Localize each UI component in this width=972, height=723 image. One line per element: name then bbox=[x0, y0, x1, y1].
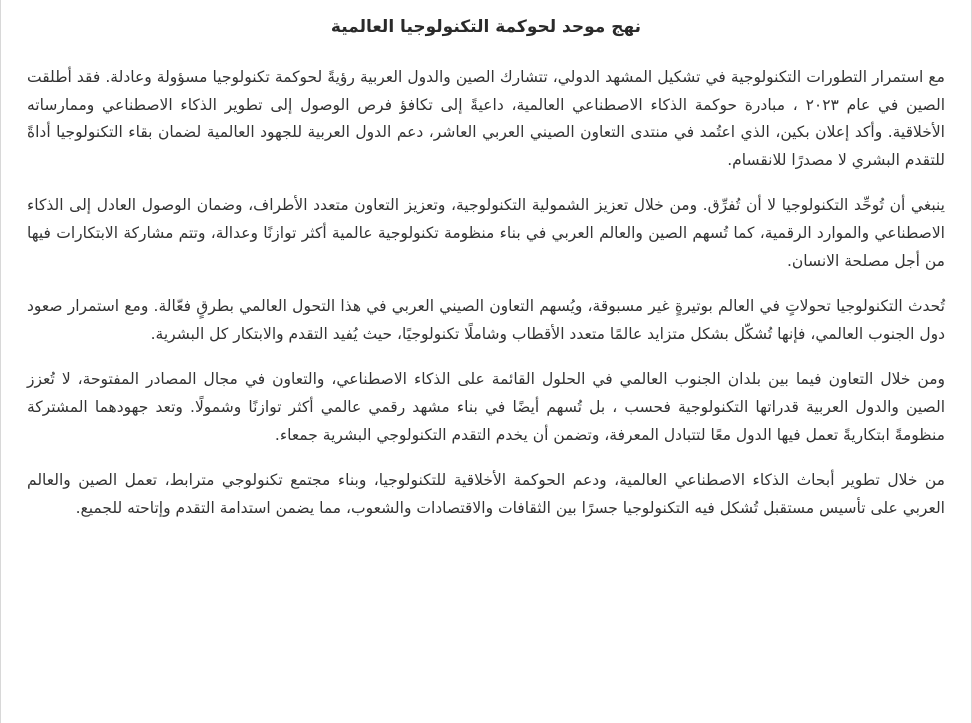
article-title: نهج موحد لحوكمة التكنولوجيا العالمية bbox=[330, 17, 642, 37]
paragraph-1: مع استمرار التطورات التكنولوجية في تشكيل المشهد الدولي، تتشارك الصين والدول العربية رؤيةً لحوكمة تكنولوجيا مسؤولة وعادلة. فقد أطلقت الصين في عام ٢٠٢٣ ، مبادرة حوكمة الذكاء الاصطناعي العالمية، داعيةً إلى تكافؤ فرص الوصول إلى تطوير الذكاء الاصطناعي وممارساته الأخلاقية. وأكد إعلان بكين، الذي اعتُمد في منتدى التعاون الصيني العربي العاشر، دعم الدول العربية للجهود العالمية لضمان بقاء التكنولوجيا أداةً للتقدم البشري لا مصدرًا للانقسام. bbox=[27, 68, 946, 169]
paragraph-2: ينبغي أن تُوحِّد التكنولوجيا لا أن تُفرِّق. ومن خلال تعزيز الشمولية التكنولوجية، وتعزيز التعاون متعدد الأطراف، وضمان الوصول العادل إلى الذكاء الاصطناعي والموارد الرقمية، كما تُسهم الصين والعالم العربي في بناء منظومة تكنولوجية عالمية أكثر توازنًا وعدالة، وتتم مشاركة الابتكارات فيها من أجل مصلحة الانسان. bbox=[27, 196, 945, 270]
paragraph-4: ومن خلال التعاون فيما بين بلدان الجنوب العالمي في الحلول القائمة على الذكاء الاصطناعي، والتعاون في مجال المصادر المفتوحة، لا تُعزز الصين والدول العربية قدراتها التكنولوجية فحسب ، بل تُسهم أيضًا في بناء مشهد رقمي عالمي أكثر توازنًا وشمولًا. وتعد جهودهما المشتركة منظومةً ابتكاريةً تعمل فيها الدول معًا لتتبادل المعرفة، وتضمن أن يخدم التقدم التكنولوجي البشرية جمعاء. bbox=[27, 370, 945, 444]
paragraph-5: من خلال تطوير أبحاث الذكاء الاصطناعي العالمية، ودعم الحوكمة الأخلاقية للتكنولوجيا، وبناء مجتمع تكنولوجي مترابط، تعمل الصين والعالم العربي على تأسيس مستقبل تُشكل فيه التكنولوجيا جسرًا بين الثقافات والاقتصادات والشعوب، مما يضمن استدامة التقدم وإتاحته للجميع. bbox=[27, 471, 945, 517]
paragraph-3: تُحدث التكنولوجيا تحولاتٍ في العالم بوتيرةٍ غير مسبوقة، ويُسهم التعاون الصيني العربي في هذا التحول العالمي بطرقٍ فعّالة. ومع استمرار صعود دول الجنوب العالمي، فإنها تُشكّل بشكل متزايد عالمًا متعدد الأقطاب وشاملًا تكنولوجيًا، حيث يُفيد التقدم والابتكار كل البشرية. bbox=[27, 297, 945, 343]
article-body bbox=[27, 64, 945, 540]
